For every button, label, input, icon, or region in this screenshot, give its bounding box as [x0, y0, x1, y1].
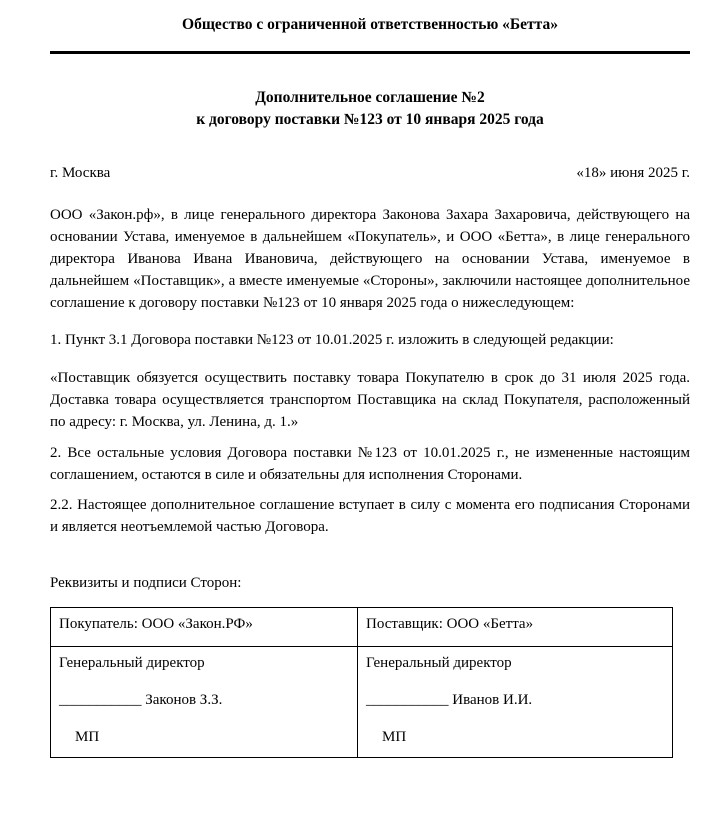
requisites-heading: Реквизиты и подписи Сторон:: [50, 575, 242, 591]
signature-table-signing-row: [51, 647, 673, 758]
document-title: [50, 87, 690, 131]
supplier-signatory-name: Иванов И.И.: [452, 692, 533, 708]
buyer-party-label: Покупатель: ООО «Закон.РФ»: [59, 616, 253, 632]
signature-table: [50, 607, 673, 758]
company-letterhead: Общество с ограниченной ответственностью «Бетта»: [182, 16, 558, 33]
supplier-party-cell: [358, 608, 673, 647]
buyer-role-label: Генеральный директор: [59, 655, 205, 671]
document-title-line1: Дополнительное соглашение №2: [255, 89, 485, 106]
buyer-signing-cell: [51, 647, 358, 758]
supplier-signature-blank: ___________: [366, 692, 449, 708]
clause-2-2-paragraph: 2.2. Настоящее дополнительное соглашение вступает в силу с момента его подписания Сторонами и является неотъемлемой частью Договора.: [50, 497, 690, 535]
buyer-signatory-name: Законов З.З.: [145, 692, 223, 708]
supplier-party-label: Поставщик: ООО «Бетта»: [366, 616, 534, 632]
place-date-row: [50, 162, 690, 184]
clause-1-quote-paragraph: «Поставщик обязуется осуществить поставку товара Покупателю в срок до 31 июля 2025 года. Доставка товара осуществляется транспортом Поставщика на склад Покупателя, расположенный по адресу: г. Москва, ул. Ленина, д. 1.»: [50, 370, 690, 430]
supplier-role-label: Генеральный директор: [366, 655, 512, 671]
supplier-seal-mark: МП: [382, 729, 407, 745]
buyer-seal-mark: МП: [75, 729, 100, 745]
signature-table-parties-row: [51, 608, 673, 647]
preamble-paragraph: ООО «Закон.рф», в лице генерального директора Законова Захара Захаровича, действующего на основании Устава, именуемое в дальнейшем «Покупатель», и ООО «Бетта», в лице генерального директора Иванова Ивана Ивановича, действующего на основании Устава, именуемое в дальнейшем «Поставщик», а вместе именуемые «Стороны», заключили настоящее дополнительное соглашение к договору поставки №123 от 10 января 2025 года о нижеследующем:: [50, 207, 690, 311]
buyer-party-cell: [51, 608, 358, 647]
document-date: «18» июня 2025 г.: [576, 165, 690, 181]
supplier-signature-row: [366, 689, 662, 711]
supplier-signing-cell: [358, 647, 673, 758]
buyer-signature-blank: ___________: [59, 692, 142, 708]
clause-1-paragraph: 1. Пункт 3.1 Договора поставки №123 от 10.01.2025 г. изложить в следующей редакции:: [50, 332, 614, 348]
letterhead-divider: [50, 51, 690, 54]
clause-2-paragraph: 2. Все остальные условия Договора поставки №123 от 10.01.2025 г., не измененные настоящим соглашением, остаются в силе и обязательны для исполнения Сторонами.: [50, 445, 690, 483]
buyer-signature-row: [59, 689, 347, 711]
document-title-line2: к договору поставки №123 от 10 января 2025 года: [196, 111, 544, 128]
document-place: г. Москва: [50, 165, 111, 181]
